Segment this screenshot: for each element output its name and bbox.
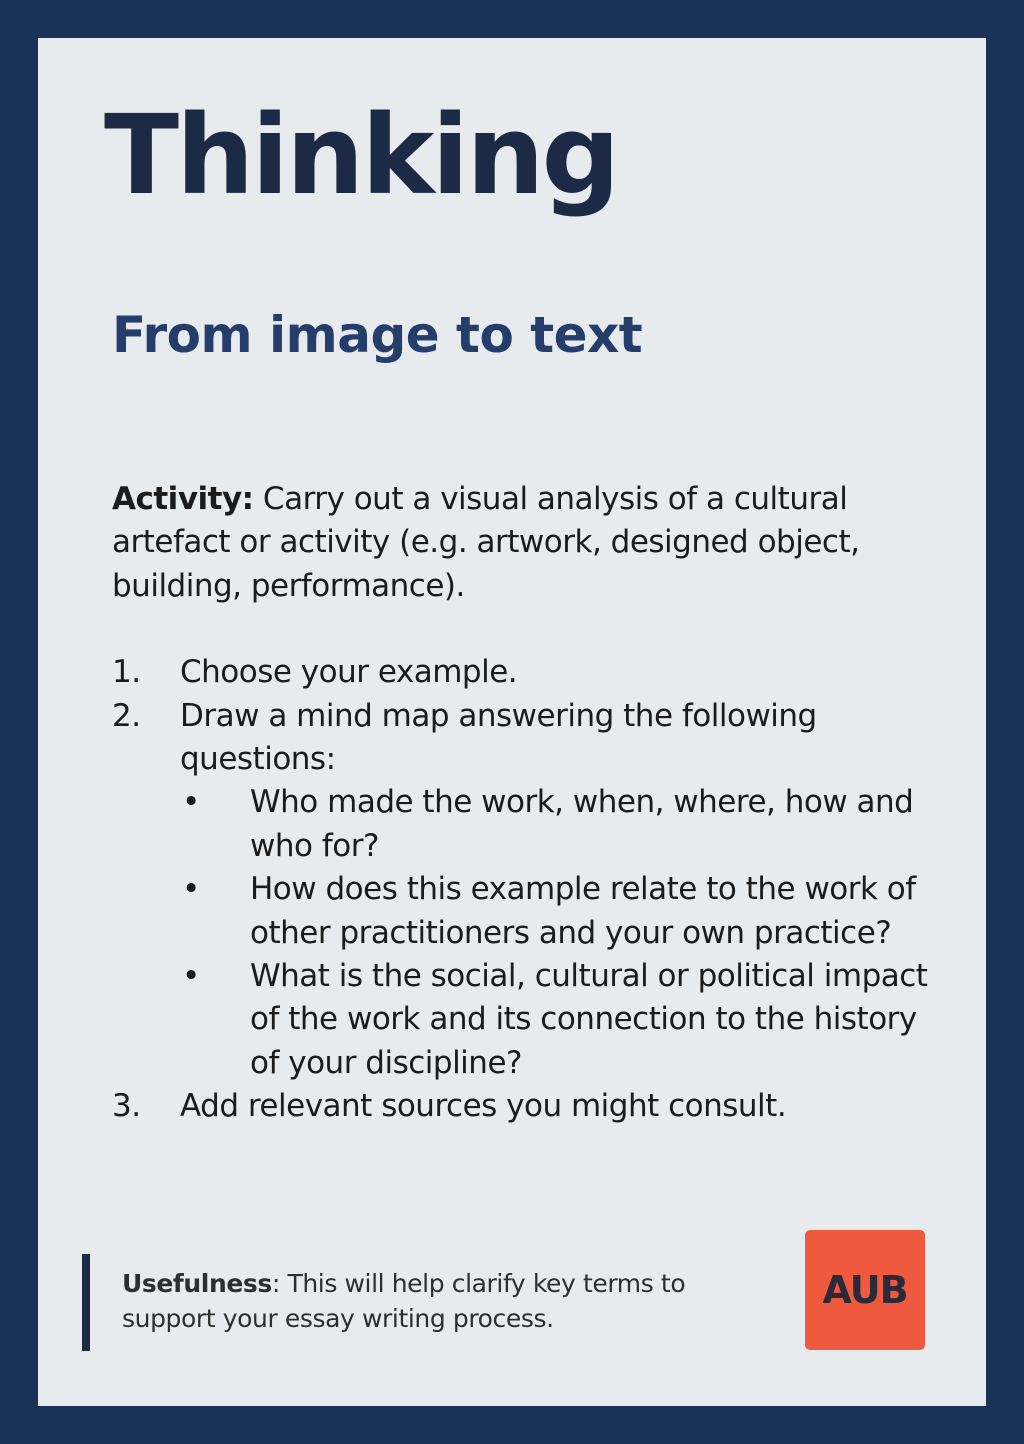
usefulness-accent-bar bbox=[82, 1254, 90, 1351]
question-text: What is the social, cultural or political impact of the work and its connection to the history of your discipline? bbox=[250, 958, 928, 1081]
activity-description bbox=[112, 478, 952, 608]
activity-text: Carry out a visual analysis of a cultural artefact or activity (e.g. artwork, designed object, building, performance). bbox=[112, 481, 860, 604]
step-text: Draw a mind map answering the following questions: bbox=[180, 697, 817, 778]
step-item bbox=[112, 651, 952, 694]
usefulness-note bbox=[122, 1266, 762, 1336]
card-body bbox=[112, 478, 952, 1129]
activity-label: Activity: bbox=[112, 481, 254, 517]
question-item bbox=[180, 868, 952, 955]
step-text: Choose your example. bbox=[180, 654, 518, 691]
step-item bbox=[112, 1085, 952, 1128]
card-title: Thinking bbox=[104, 91, 618, 219]
usefulness-label: Usefulness bbox=[122, 1269, 272, 1298]
bullet-icon: • bbox=[182, 871, 200, 908]
step-item bbox=[112, 695, 952, 1086]
logo-text: AUB bbox=[822, 1268, 908, 1312]
question-text: How does this example relate to the work of other practitioners and your own practice? bbox=[250, 871, 916, 951]
card-subtitle: From image to text bbox=[112, 306, 643, 364]
questions-list bbox=[180, 781, 952, 1085]
question-item bbox=[180, 955, 952, 1085]
step-number: 2. bbox=[112, 697, 141, 734]
question-item bbox=[180, 781, 952, 868]
bullet-icon: • bbox=[182, 784, 200, 821]
aub-logo bbox=[805, 1230, 925, 1350]
step-number: 1. bbox=[112, 654, 141, 691]
activity-card bbox=[38, 38, 986, 1406]
question-text: Who made the work, when, where, how and who for? bbox=[250, 784, 914, 864]
step-number: 3. bbox=[112, 1088, 141, 1125]
steps-list bbox=[112, 651, 952, 1128]
step-text: Add relevant sources you might consult. bbox=[180, 1088, 787, 1125]
bullet-icon: • bbox=[182, 958, 200, 995]
usefulness-text: : This will help clarify key terms to support your essay writing process. bbox=[122, 1269, 686, 1333]
